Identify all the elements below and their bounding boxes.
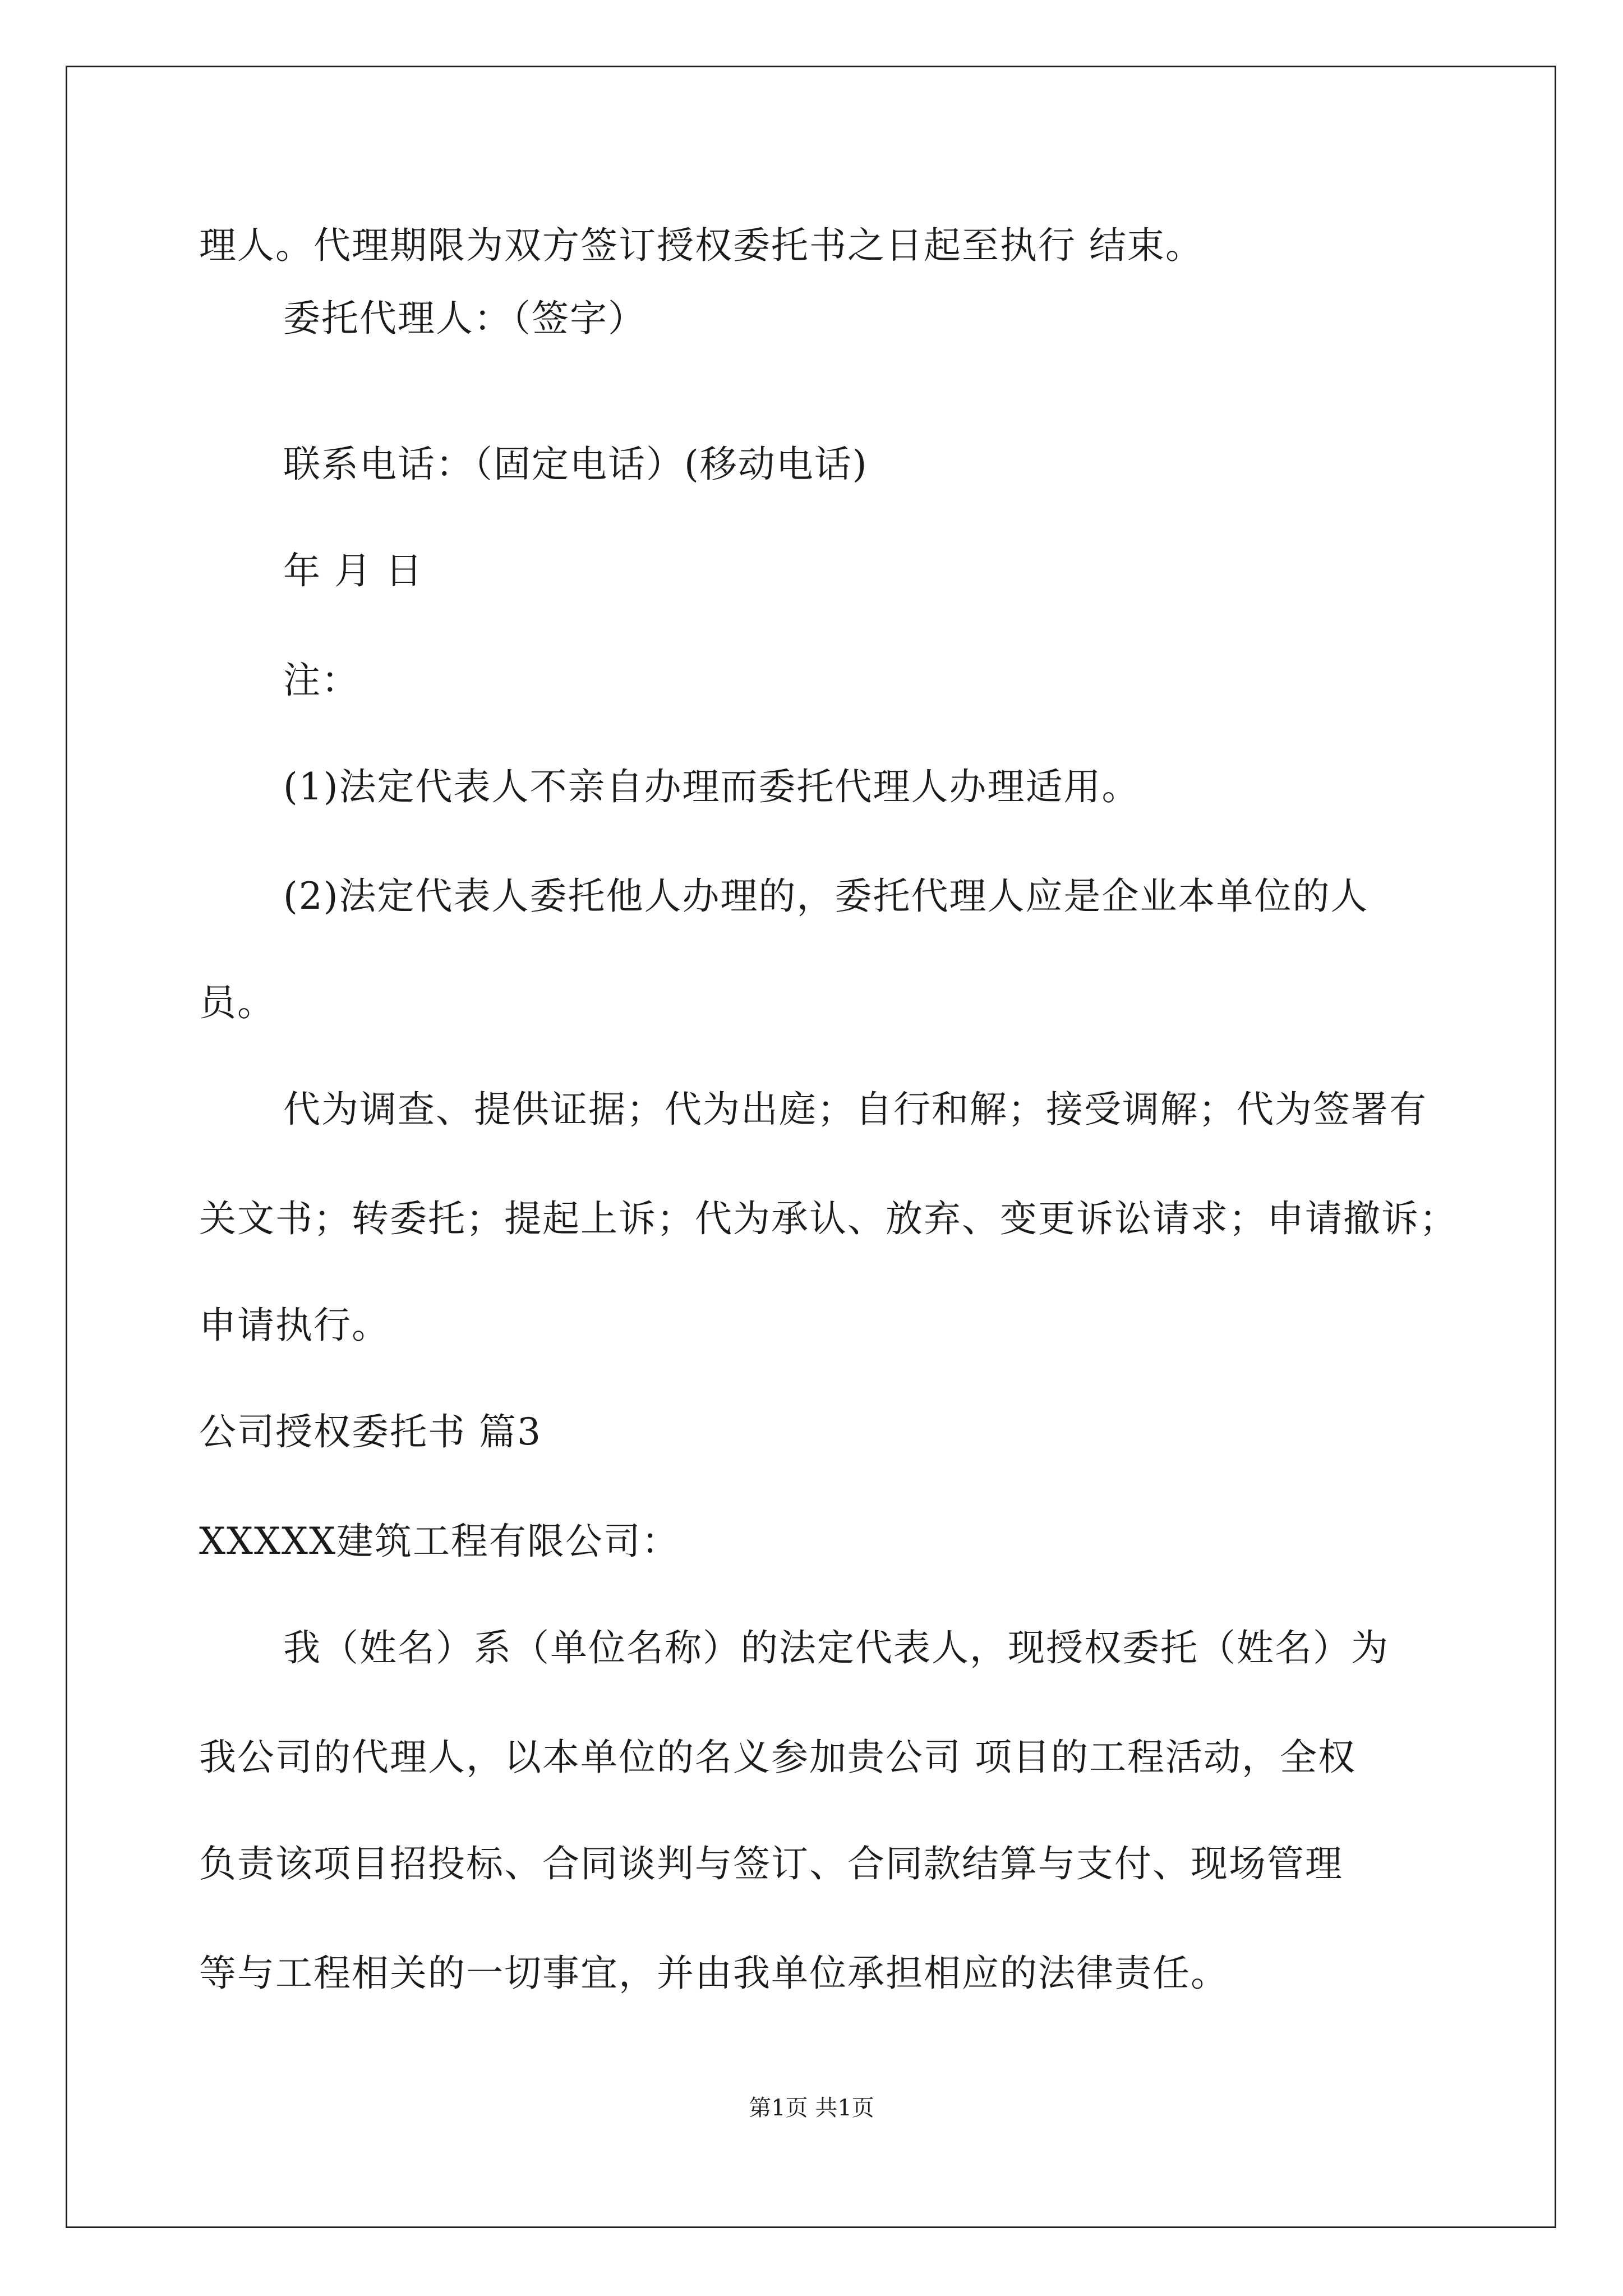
body-line: 我公司的代理人，以本单位的名义参加贵公司 项目的工程活动，全权 [199, 1736, 1356, 1779]
body-line: 我（姓名）系（单位名称）的法定代表人，现授权委托（姓名）为 [283, 1626, 1389, 1669]
page-number-footer: 第1页 共1页 [749, 2095, 874, 2121]
body-line: 申请执行。 [199, 1304, 390, 1347]
body-line: 注： [283, 659, 359, 702]
section-heading: 公司授权委托书 篇3 [199, 1410, 542, 1453]
body-line: (2)法定代表人委托他人办理的，委托代理人应是企业本单位的人 [283, 875, 1369, 918]
body-line: 理人。代理期限为双方签订授权委托书之日起至执行 结束。 [199, 224, 1204, 267]
body-line: (1)法定代表人不亲自办理而委托代理人办理适用。 [283, 765, 1140, 808]
body-line: 员。 [199, 981, 275, 1024]
page-border [66, 66, 1556, 2228]
body-line: 委托代理人：（签字） [283, 297, 646, 340]
body-line: 等与工程相关的一切事宜，并由我单位承担相应的法律责任。 [199, 1952, 1229, 1995]
body-line: 关文书；转委托；提起上诉；代为承认、放弃、变更诉讼请求；申请撤诉； [199, 1197, 1458, 1240]
body-line: 负责该项目招投标、合同谈判与签订、合同款结算与支付、现场管理 [199, 1842, 1343, 1885]
addressee-line: XXXXX建筑工程有限公司： [199, 1520, 680, 1563]
body-line: 联系电话：（固定电话）(移动电话) [283, 443, 868, 486]
body-line: 年 月 日 [283, 549, 423, 592]
body-line: 代为调查、提供证据；代为出庭；自行和解；接受调解；代为签署有 [283, 1088, 1427, 1131]
